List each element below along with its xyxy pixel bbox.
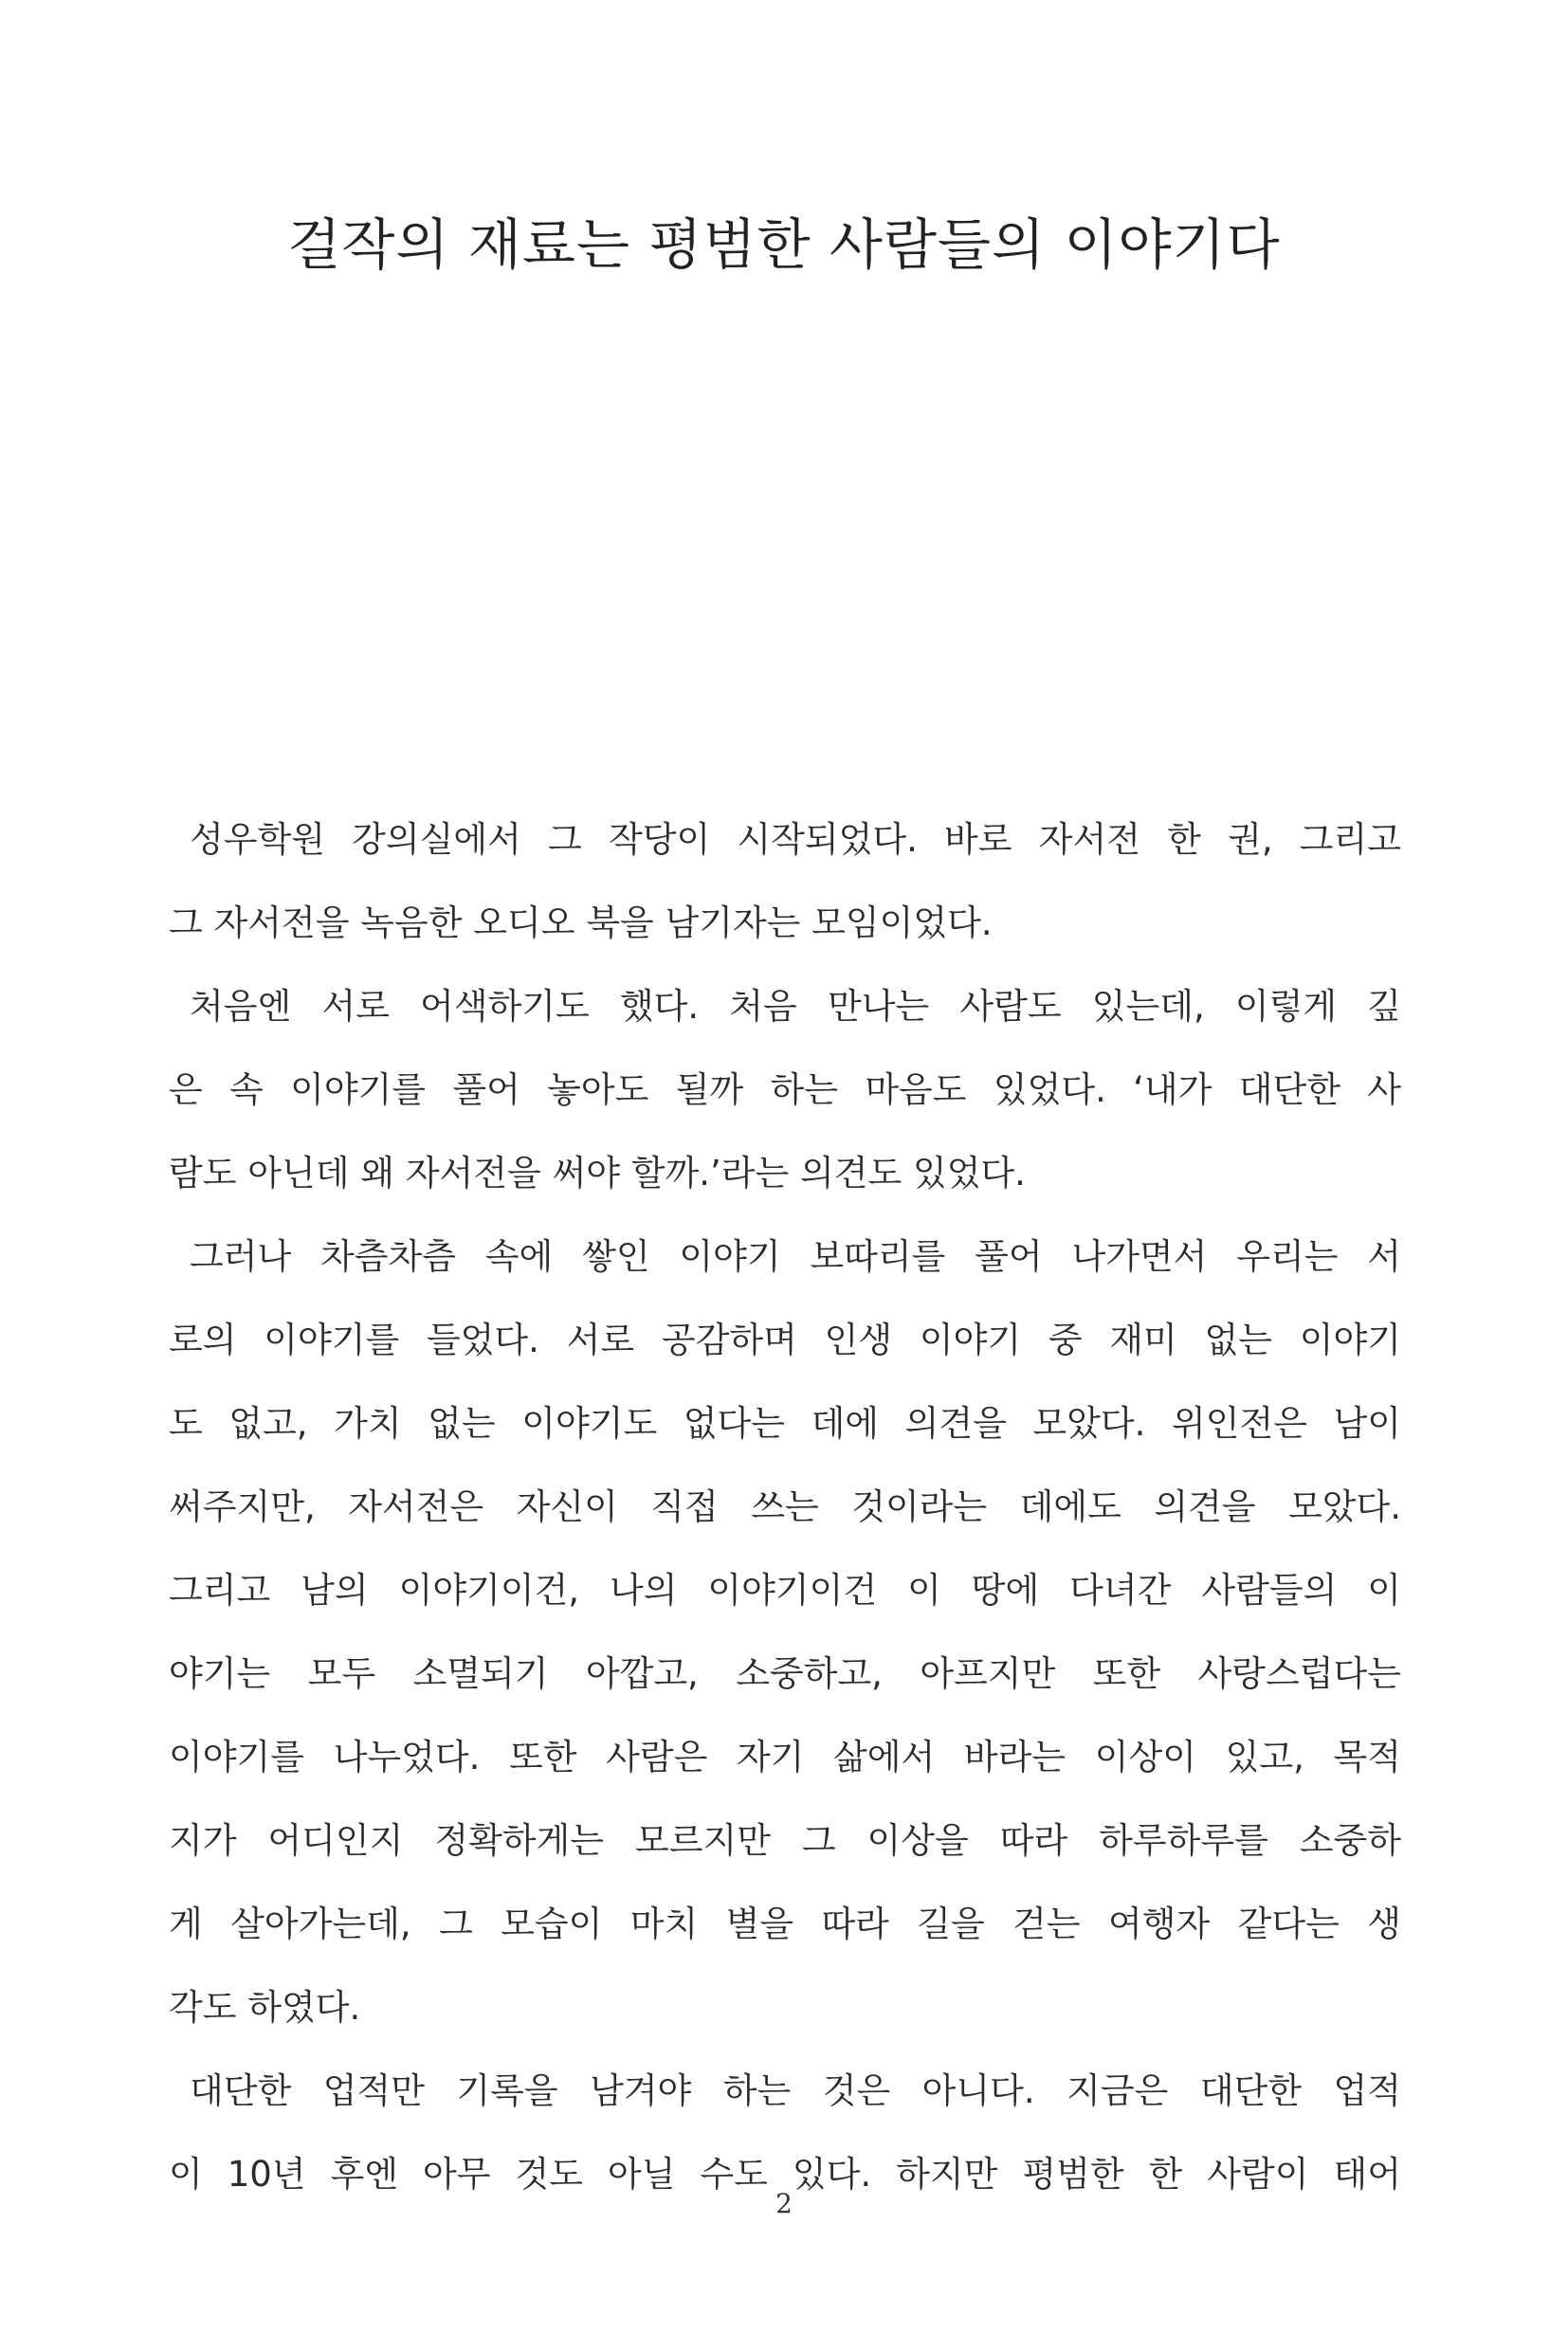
page-number: 2 [775,2188,793,2219]
text-line: 처음엔 서로 어색하기도 했다. 처음 만나는 사람도 있는데, 이렇게 깊 [190,986,1401,1027]
text-line: 각도 하였다. [169,1987,361,2028]
text-line: 은 속 이야기를 풀어 놓아도 될까 하는 마음도 있었다. ‘내가 대단한 사 [169,1069,1401,1110]
text-line: 람도 아닌데 왜 자서전을 써야 할까.’라는 의견도 있었다. [169,1153,1026,1194]
text-line: 로의 이야기를 들었다. 서로 공감하며 인생 이야기 중 재미 없는 이야기 [169,1320,1401,1360]
text-line: 그 자서전을 녹음한 오디오 북을 남기자는 모임이었다. [169,902,993,943]
text-line: 그러나 차츰차츰 속에 쌓인 이야기 보따리를 풀어 나가면서 우리는 서 [190,1236,1401,1277]
text-line: 이 10년 후엔 아무 것도 아닐 수도 있다. 하지만 평범한 한 사람이 태어 [169,2154,1401,2195]
text-line: 야기는 모두 소멸되기 아깝고, 소중하고, 아프지만 또한 사랑스럽다는 [169,1653,1401,1694]
text-line: 그리고 남의 이야기이건, 나의 이야기이건 이 땅에 다녀간 사람들의 이 [169,1570,1401,1611]
text-line: 성우학원 강의실에서 그 작당이 시작되었다. 바로 자서전 한 권, 그리고 [190,819,1401,860]
body-text [169,798,1401,2216]
text-line: 이야기를 나누었다. 또한 사람은 자기 삶에서 바라는 이상이 있고, 목적 [169,1737,1401,1777]
text-line: 지가 어디인지 정확하게는 모르지만 그 이상을 따라 하루하루를 소중하 [169,1820,1401,1861]
text-line: 도 없고, 가치 없는 이야기도 없다는 데에 의견을 모았다. 위인전은 남이 [169,1403,1401,1444]
text-line: 대단한 업적만 기록을 남겨야 하는 것은 아니다. 지금은 대단한 업적 [190,2070,1401,2111]
text-line: 써주지만, 자서전은 자신이 직접 쓰는 것이라는 데에도 의견을 모았다. [169,1486,1401,1527]
text-line: 게 살아가는데, 그 모습이 마치 별을 따라 길을 걷는 여행자 같다는 생 [169,1904,1401,1944]
page-title: 걸작의 재료는 평범한 사람들의 이야기다 [287,212,1281,277]
